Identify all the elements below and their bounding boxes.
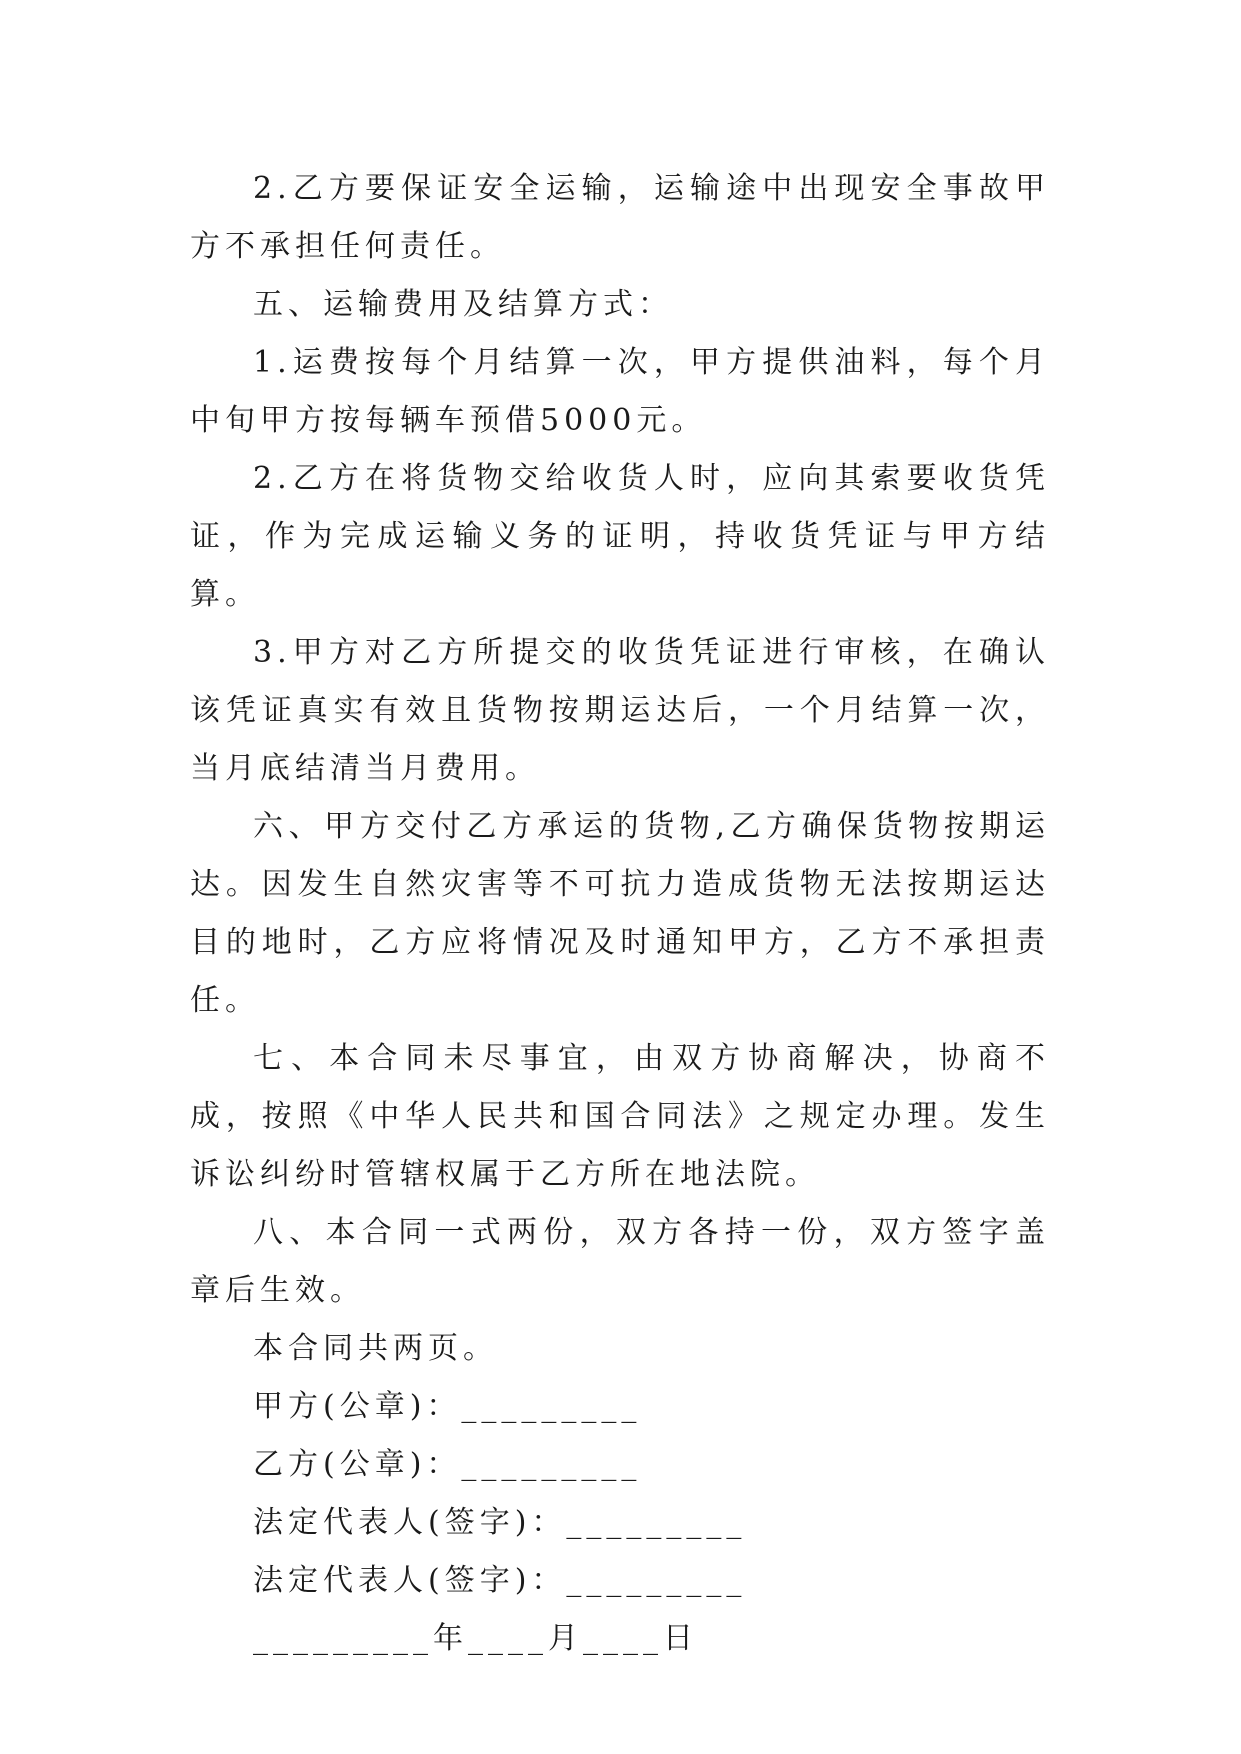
- clause-5-3: 3.甲方对乙方所提交的收货凭证进行审核，在确认该凭证真实有效且货物按期运达后，一个月结算一次，当月底结清当月费用。: [190, 635, 1050, 786]
- clause-5-2: 2.乙方在将货物交给收货人时，应向其索要收货凭证，作为完成运输义务的证明，持收货凭证与甲方结算。: [190, 461, 1050, 612]
- section-8: 八、本合同一式两份，双方各持一份，双方签字盖章后生效。: [190, 1215, 1050, 1308]
- party-b-seal-line: 乙方(公章)：_________: [253, 1447, 642, 1482]
- section-5-heading: 五、运输费用及结算方式：: [253, 287, 673, 322]
- legal-rep-signature-line-2: 法定代表人(签字)：_________: [253, 1563, 747, 1598]
- contract-body: [190, 160, 1050, 1668]
- party-a-seal-line: 甲方(公章)：_________: [253, 1389, 642, 1424]
- clause-5-1: 1.运费按每个月结算一次，甲方提供油料，每个月中旬甲方按每辆车预借5000元。: [190, 345, 1050, 438]
- date-line: _________年____月____日: [253, 1621, 698, 1656]
- page-count-note: 本合同共两页。: [253, 1331, 498, 1366]
- section-6: 六、甲方交付乙方承运的货物,乙方确保货物按期运达。因发生自然灾害等不可抗力造成货物无法按期运达目的地时，乙方应将情况及时通知甲方，乙方不承担责任。: [190, 809, 1050, 1018]
- legal-rep-signature-line-1: 法定代表人(签字)：_________: [253, 1505, 747, 1540]
- section-7: 七、本合同未尽事宜，由双方协商解决，协商不成，按照《中华人民共和国合同法》之规定办理。发生诉讼纠纷时管辖权属于乙方所在地法院。: [190, 1041, 1050, 1192]
- clause-4-2: 2.乙方要保证安全运输，运输途中出现安全事故甲方不承担任何责任。: [190, 171, 1050, 264]
